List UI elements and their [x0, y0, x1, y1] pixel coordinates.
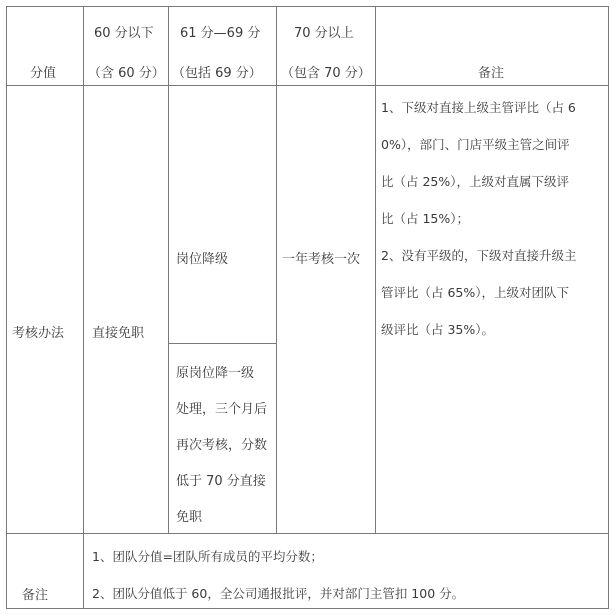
row-remarks-line1: 1、团队分值=团队所有成员的平均分数；	[92, 549, 323, 564]
row-assessment-note-line2: 0%），部门、门店平级主管之间评	[381, 137, 570, 152]
header-score-label: 分值	[30, 66, 57, 81]
footer-col-divider	[83, 533, 84, 609]
table-border-left	[6, 6, 7, 609]
table-border-right	[608, 6, 609, 609]
row-assessment-note-line6: 管评比（占 65%），上级对团队下	[381, 285, 570, 300]
row-assessment-note-line3: 比（占 25%），上级对直属下级评	[381, 174, 570, 189]
header-below60-line2: （含 60 分）	[88, 66, 165, 81]
row-assessment-below60: 直接免职	[92, 326, 145, 341]
header-above70-line1: 70 分以上	[294, 26, 354, 41]
row-assessment-61to69-bottom-line5: 免职	[176, 510, 203, 525]
row-remarks-line2: 2、团队分值低于 60，全公司通报批评，并对部门主管扣 100 分。	[92, 586, 465, 601]
row-assessment-above70: 一年考核一次	[282, 252, 361, 267]
row-assessment-61to69-bottom-line2: 处理，三个月后	[176, 402, 268, 417]
col-divider-3	[276, 6, 277, 534]
col-divider-2	[168, 6, 169, 534]
header-below60-line1: 60 分以下	[94, 26, 154, 41]
row-assessment-61to69-bottom-line3: 再次考核，分数	[176, 438, 268, 453]
row-assessment-61to69-bottom-line1: 原岗位降一级	[176, 366, 255, 381]
col-divider-1	[83, 6, 84, 534]
table-border-bottom	[6, 608, 608, 609]
row-assessment-61to69-bottom-line4: 低于 70 分直接	[176, 474, 266, 489]
row-assessment-label: 考核办法	[12, 326, 65, 341]
col2-inner-divider	[168, 343, 276, 344]
header-61to69-line2: （包括 69 分）	[172, 66, 262, 81]
table-border-top	[6, 6, 608, 7]
header-above70-line2: （包含 70 分）	[281, 66, 371, 81]
row-assessment-61to69-top: 岗位降级	[176, 252, 229, 267]
row-assessment-note-line4: 比（占 15%）；	[381, 211, 470, 226]
row-divider	[6, 533, 608, 534]
row-assessment-note-line7: 级评比（占 35%）。	[381, 322, 495, 337]
row-remarks-label: 备注	[22, 588, 49, 603]
header-61to69-line1: 61 分—69 分	[180, 26, 261, 41]
row-assessment-note-line1: 1、下级对直接上级主管评比（占 6	[381, 100, 576, 115]
header-notes-label: 备注	[478, 66, 505, 81]
row-assessment-note-line5: 2、没有平级的，下级对直接升级主	[381, 248, 577, 263]
header-divider	[6, 85, 608, 86]
col-divider-4	[375, 6, 376, 534]
